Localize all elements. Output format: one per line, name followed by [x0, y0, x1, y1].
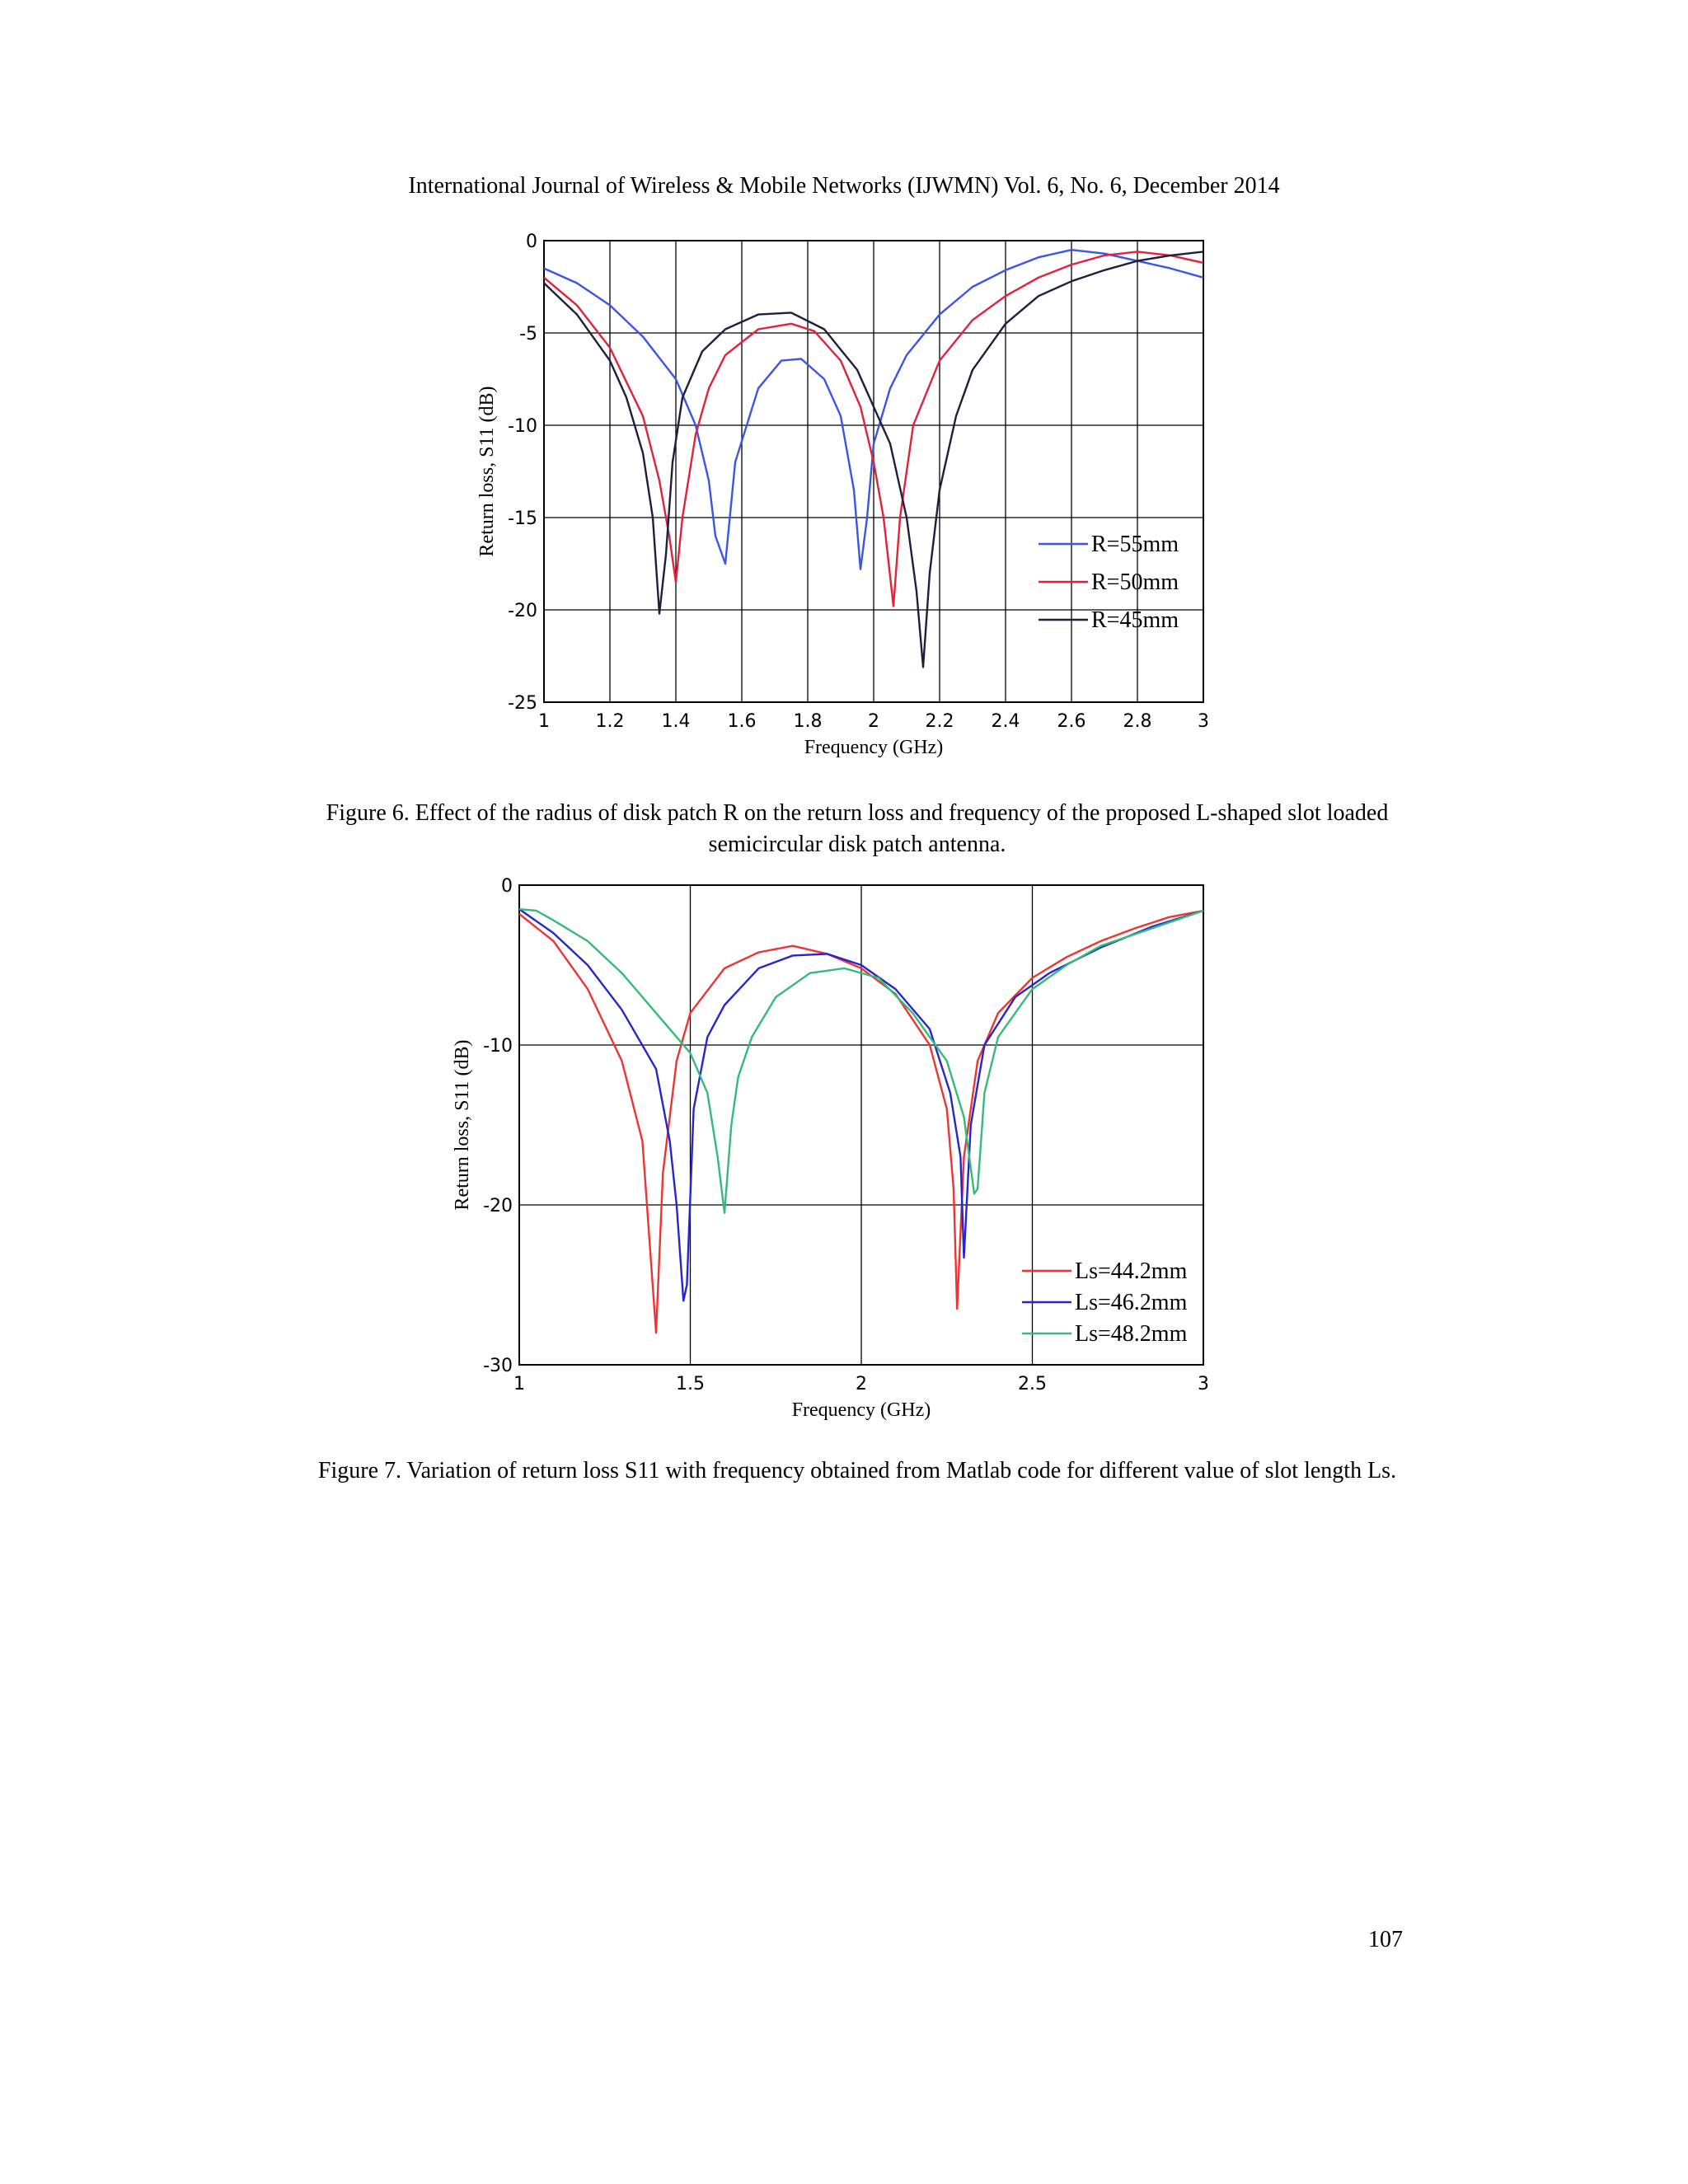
x-tick-label: 2.5: [1018, 1374, 1047, 1394]
running-header: International Journal of Wireless & Mobile Networks (IJWMN) Vol. 6, No. 6, December 2014: [408, 173, 1280, 199]
y-tick-label: -10: [508, 416, 537, 437]
legend-entry: R=55mm: [1091, 532, 1179, 557]
y-axis-label: Return loss, S11 (dB): [452, 1039, 473, 1211]
x-axis-label: Frequency (GHz): [804, 737, 944, 758]
x-tick-label: 1.4: [661, 711, 691, 732]
y-tick-label: 0: [526, 232, 537, 252]
figure-6-caption: Figure 6. Effect of the radius of disk patch R on the return loss and frequency of the proposed L-shaped slot loaded semicircular disk patch antenna.: [326, 800, 1389, 857]
x-tick-label: 2.8: [1123, 711, 1152, 732]
figure-6-chart: [462, 223, 1236, 766]
y-axis-label: Return loss, S11 (dB): [476, 386, 498, 557]
x-tick-label: 1.2: [595, 711, 625, 732]
x-tick-label: 2.2: [925, 711, 954, 732]
x-axis-label: Frequency (GHz): [791, 1399, 931, 1421]
x-tick-label: 1: [513, 1374, 525, 1394]
x-tick-label: 3: [1198, 1374, 1209, 1394]
y-tick-label: -5: [519, 324, 537, 344]
y-tick-label: -15: [508, 509, 537, 529]
y-tick-label: -30: [483, 1356, 513, 1376]
legend-entry: Ls=44.2mm: [1075, 1258, 1188, 1284]
legend-entry: Ls=46.2mm: [1075, 1290, 1188, 1315]
y-tick-label: -25: [508, 693, 537, 714]
y-tick-label: -20: [508, 601, 537, 621]
x-tick-label: 2: [868, 711, 879, 732]
y-tick-label: -20: [483, 1196, 513, 1216]
figure-7-chart: [445, 865, 1236, 1434]
legend-entry: R=45mm: [1091, 607, 1179, 633]
x-tick-label: 1: [538, 711, 550, 732]
x-tick-label: 3: [1198, 711, 1209, 732]
x-tick-label: 1.5: [676, 1374, 705, 1394]
x-tick-label: 1.6: [727, 711, 757, 732]
legend-entry: Ls=48.2mm: [1075, 1321, 1188, 1347]
y-tick-label: 0: [501, 876, 513, 897]
x-tick-label: 2: [856, 1374, 867, 1394]
figure-7-caption: Figure 7. Variation of return loss S11 with frequency obtained from Matlab code for different value of slot length Ls.: [317, 1458, 1397, 1483]
legend-entry: R=50mm: [1091, 569, 1179, 595]
x-tick-label: 2.6: [1057, 711, 1086, 732]
x-tick-label: 1.8: [793, 711, 823, 732]
page-number: 107: [1368, 1927, 1403, 1952]
y-tick-label: -10: [483, 1036, 513, 1057]
x-tick-label: 2.4: [991, 711, 1020, 732]
